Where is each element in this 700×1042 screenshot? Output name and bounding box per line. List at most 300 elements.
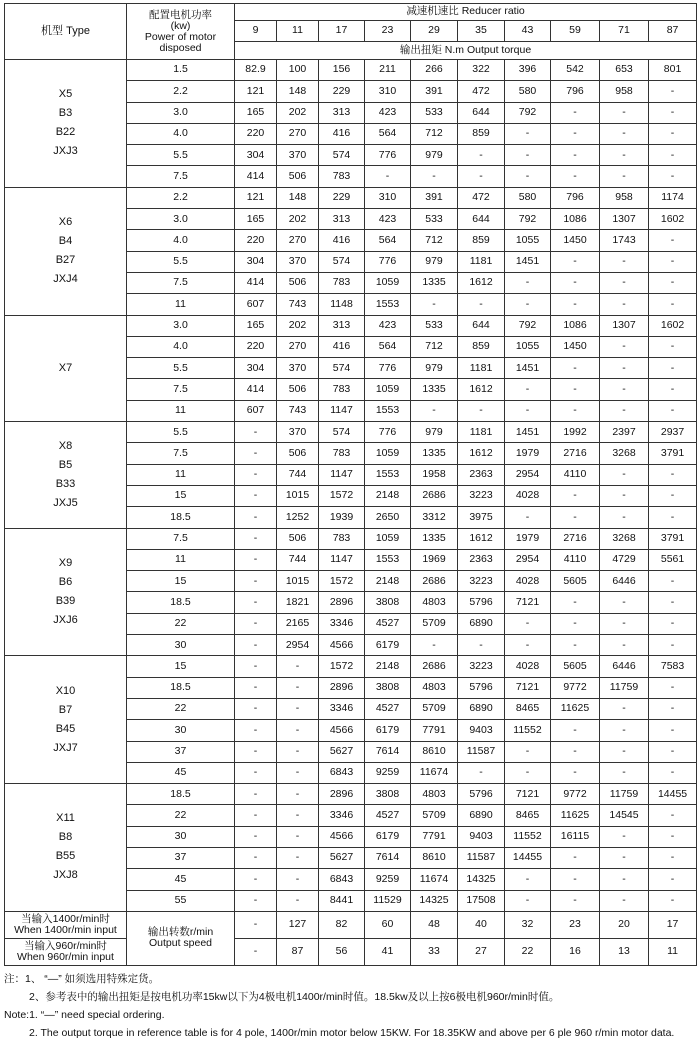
model-type-cell — [5, 60, 127, 188]
speed-cell: 13 — [600, 938, 649, 965]
torque-cell: 607 — [235, 400, 277, 421]
torque-cell: 14455 — [505, 847, 551, 868]
torque-cell: 1335 — [411, 379, 458, 400]
speed-input-label — [5, 938, 127, 965]
motor-power-cell: 22 — [127, 805, 235, 826]
torque-cell: 423 — [365, 102, 411, 123]
torque-cell: - — [235, 698, 277, 719]
torque-cell: 5605 — [551, 571, 600, 592]
torque-cell: 1086 — [551, 209, 600, 230]
torque-cell: 14545 — [600, 805, 649, 826]
torque-cell: - — [600, 102, 649, 123]
torque-cell: 958 — [600, 187, 649, 208]
model-type-cell — [5, 528, 127, 656]
torque-cell: 391 — [411, 187, 458, 208]
torque-cell: 11674 — [411, 762, 458, 783]
torque-cell: 11552 — [505, 720, 551, 741]
torque-cell: 4803 — [411, 784, 458, 805]
torque-cell: 9403 — [458, 720, 505, 741]
torque-cell: 859 — [458, 230, 505, 251]
torque-cell: 3223 — [458, 571, 505, 592]
torque-cell: 533 — [411, 102, 458, 123]
torque-cell: 1602 — [649, 209, 697, 230]
torque-cell: 423 — [365, 209, 411, 230]
torque-cell: 8441 — [319, 890, 365, 911]
header-motor-power — [127, 4, 235, 60]
torque-cell: 391 — [411, 81, 458, 102]
torque-cell: 4566 — [319, 720, 365, 741]
speed-cell: 20 — [600, 911, 649, 938]
torque-cell: 3346 — [319, 698, 365, 719]
torque-cell: - — [649, 123, 697, 144]
torque-cell: - — [649, 635, 697, 656]
torque-cell: 580 — [505, 187, 551, 208]
torque-cell: - — [600, 400, 649, 421]
torque-cell: 4028 — [505, 656, 551, 677]
torque-cell: 7121 — [505, 784, 551, 805]
torque-cell: 1181 — [458, 422, 505, 443]
speed-input-label-line: When 1400r/min input — [14, 923, 117, 936]
torque-cell: - — [505, 507, 551, 528]
speed-cell: 127 — [277, 911, 319, 938]
torque-cell: 2896 — [319, 592, 365, 613]
torque-cell: 9772 — [551, 784, 600, 805]
ratio-cell: 71 — [600, 21, 649, 42]
torque-cell: - — [505, 613, 551, 634]
torque-cell: 220 — [235, 336, 277, 357]
torque-cell: 5709 — [411, 613, 458, 634]
header-motor-power-line: disposed — [159, 41, 202, 54]
torque-cell: - — [235, 869, 277, 890]
torque-cell: - — [551, 123, 600, 144]
torque-cell: - — [505, 635, 551, 656]
torque-cell: 82.9 — [235, 60, 277, 81]
motor-power-cell: 11 — [127, 400, 235, 421]
torque-cell: - — [277, 890, 319, 911]
torque-cell: - — [649, 294, 697, 315]
motor-power-cell: 7.5 — [127, 166, 235, 187]
torque-cell: 644 — [458, 209, 505, 230]
motor-power-cell: 2.2 — [127, 81, 235, 102]
torque-cell: - — [458, 635, 505, 656]
torque-cell: 6890 — [458, 613, 505, 634]
model-name: B7 — [58, 703, 73, 716]
torque-cell: 1602 — [649, 315, 697, 336]
torque-cell: 1055 — [505, 336, 551, 357]
torque-cell: 792 — [505, 209, 551, 230]
torque-cell: 574 — [319, 145, 365, 166]
torque-cell: 2954 — [505, 464, 551, 485]
torque-cell: - — [551, 166, 600, 187]
torque-cell: 1612 — [458, 443, 505, 464]
torque-cell: - — [277, 741, 319, 762]
motor-power-cell: 4.0 — [127, 230, 235, 251]
torque-cell: - — [551, 869, 600, 890]
torque-cell: 6179 — [365, 826, 411, 847]
model-name: JXJ4 — [53, 273, 78, 286]
torque-cell: - — [600, 762, 649, 783]
torque-cell: - — [235, 847, 277, 868]
speed-cell: 23 — [551, 911, 600, 938]
torque-cell: 11529 — [365, 890, 411, 911]
torque-cell: 712 — [411, 336, 458, 357]
torque-cell: 8610 — [411, 847, 458, 868]
torque-cell: - — [235, 741, 277, 762]
motor-power-cell: 11 — [127, 294, 235, 315]
speed-input-label-line: 当输入960r/min时 — [24, 939, 107, 952]
torque-cell: 2148 — [365, 571, 411, 592]
torque-cell: 1612 — [458, 272, 505, 293]
torque-cell: 396 — [505, 60, 551, 81]
torque-cell: - — [505, 400, 551, 421]
torque-cell: 313 — [319, 102, 365, 123]
note-cn-2: 2、参考表中的输出扭矩是按电机功率15kw以下为4极电机1400r/min时值。18.5kw及以上按6极电机960r/min时值。 — [29, 990, 560, 1003]
torque-cell: - — [505, 166, 551, 187]
motor-power-cell: 7.5 — [127, 272, 235, 293]
torque-cell: - — [235, 549, 277, 570]
torque-cell: 7791 — [411, 720, 458, 741]
torque-cell: - — [600, 720, 649, 741]
torque-cell: 653 — [600, 60, 649, 81]
torque-cell: 2954 — [505, 549, 551, 570]
torque-cell: 1015 — [277, 571, 319, 592]
model-name: B33 — [55, 477, 76, 490]
speed-cell: - — [235, 911, 277, 938]
torque-cell: 1612 — [458, 379, 505, 400]
motor-power-cell: 55 — [127, 890, 235, 911]
torque-cell: 2686 — [411, 485, 458, 506]
torque-cell: - — [649, 613, 697, 634]
torque-cell: - — [277, 805, 319, 826]
torque-cell: 1450 — [551, 336, 600, 357]
torque-cell: 796 — [551, 187, 600, 208]
torque-cell: - — [551, 847, 600, 868]
motor-power-cell: 1.5 — [127, 60, 235, 81]
torque-cell: 776 — [365, 145, 411, 166]
motor-power-cell: 18.5 — [127, 507, 235, 528]
torque-cell: 1147 — [319, 464, 365, 485]
torque-cell: - — [551, 400, 600, 421]
torque-cell: 783 — [319, 272, 365, 293]
speed-cell: 27 — [458, 938, 505, 965]
speed-cell: 48 — [411, 911, 458, 938]
speed-cell: 33 — [411, 938, 458, 965]
torque-cell: 3223 — [458, 485, 505, 506]
torque-cell: 1553 — [365, 400, 411, 421]
torque-cell: 3346 — [319, 805, 365, 826]
torque-cell: - — [649, 251, 697, 272]
torque-cell: 1451 — [505, 251, 551, 272]
torque-cell: 776 — [365, 422, 411, 443]
model-name: B27 — [55, 254, 76, 267]
torque-cell: 574 — [319, 251, 365, 272]
torque-cell: 1335 — [411, 443, 458, 464]
torque-cell: 304 — [235, 145, 277, 166]
torque-cell: - — [600, 847, 649, 868]
torque-cell: 310 — [365, 187, 411, 208]
motor-power-cell: 5.5 — [127, 251, 235, 272]
torque-cell: 1148 — [319, 294, 365, 315]
torque-cell: 3268 — [600, 528, 649, 549]
speed-cell: 87 — [277, 938, 319, 965]
torque-cell: 4028 — [505, 571, 551, 592]
torque-cell: - — [649, 400, 697, 421]
torque-cell: 1181 — [458, 358, 505, 379]
torque-cell: 506 — [277, 166, 319, 187]
torque-cell: 1307 — [600, 315, 649, 336]
model-name: B6 — [58, 575, 73, 588]
torque-cell: 121 — [235, 81, 277, 102]
model-name: X8 — [58, 439, 73, 452]
torque-cell: 574 — [319, 422, 365, 443]
torque-cell: 2896 — [319, 677, 365, 698]
torque-cell: 370 — [277, 422, 319, 443]
output-speed-caption-line: Output speed — [148, 937, 213, 950]
torque-cell: - — [600, 294, 649, 315]
torque-cell: 165 — [235, 209, 277, 230]
torque-cell: 1055 — [505, 230, 551, 251]
torque-cell: - — [600, 145, 649, 166]
motor-power-cell: 30 — [127, 635, 235, 656]
torque-cell: - — [235, 485, 277, 506]
torque-cell: 202 — [277, 315, 319, 336]
torque-cell: - — [649, 485, 697, 506]
torque-cell: - — [649, 826, 697, 847]
torque-cell: - — [649, 145, 697, 166]
torque-cell: 776 — [365, 251, 411, 272]
torque-cell: 1979 — [505, 443, 551, 464]
torque-cell: 414 — [235, 379, 277, 400]
torque-cell: 564 — [365, 336, 411, 357]
torque-cell: 370 — [277, 145, 319, 166]
torque-cell: 4566 — [319, 635, 365, 656]
torque-cell: - — [505, 890, 551, 911]
model-name: B39 — [55, 594, 76, 607]
motor-power-cell: 18.5 — [127, 592, 235, 613]
torque-cell: - — [649, 166, 697, 187]
torque-cell: 2363 — [458, 464, 505, 485]
torque-cell: 11759 — [600, 784, 649, 805]
torque-cell: - — [600, 123, 649, 144]
torque-cell: 14455 — [649, 784, 697, 805]
torque-cell: 2716 — [551, 528, 600, 549]
torque-cell: - — [600, 379, 649, 400]
torque-cell: - — [649, 805, 697, 826]
torque-cell: 859 — [458, 123, 505, 144]
torque-cell: - — [551, 741, 600, 762]
speed-cell: 11 — [649, 938, 697, 965]
motor-power-cell: 22 — [127, 613, 235, 634]
torque-cell: 416 — [319, 230, 365, 251]
torque-cell: - — [551, 485, 600, 506]
model-name: B45 — [55, 722, 76, 735]
torque-cell: 370 — [277, 358, 319, 379]
torque-cell: 979 — [411, 251, 458, 272]
torque-cell: - — [600, 166, 649, 187]
torque-cell: - — [600, 890, 649, 911]
torque-cell: - — [551, 507, 600, 528]
table-row — [5, 60, 697, 81]
motor-power-cell: 3.0 — [127, 209, 235, 230]
torque-cell: - — [551, 294, 600, 315]
header-motor-power-line: (kw) — [170, 19, 191, 32]
torque-cell: 2954 — [277, 635, 319, 656]
torque-cell: 2686 — [411, 656, 458, 677]
torque-cell: 7121 — [505, 677, 551, 698]
torque-cell: 1821 — [277, 592, 319, 613]
speed-row — [5, 911, 697, 938]
torque-cell: 4527 — [365, 698, 411, 719]
table-row — [5, 656, 697, 677]
notes — [4, 970, 696, 1042]
header-motor-power-line: Power of motor — [144, 30, 217, 43]
speed-cell: 40 — [458, 911, 505, 938]
torque-cell: - — [505, 379, 551, 400]
torque-cell: 792 — [505, 102, 551, 123]
torque-cell: 220 — [235, 230, 277, 251]
model-name: X9 — [58, 556, 73, 569]
torque-cell: - — [277, 762, 319, 783]
torque-cell: 4110 — [551, 549, 600, 570]
ratio-cell: 17 — [319, 21, 365, 42]
torque-cell: - — [649, 507, 697, 528]
torque-cell: - — [277, 656, 319, 677]
speed-cell: 41 — [365, 938, 411, 965]
torque-cell: 1181 — [458, 251, 505, 272]
model-type-cell — [5, 784, 127, 912]
torque-cell: - — [649, 336, 697, 357]
motor-power-cell: 2.2 — [127, 187, 235, 208]
motor-power-cell: 30 — [127, 720, 235, 741]
torque-cell: - — [235, 784, 277, 805]
torque-cell: 1451 — [505, 358, 551, 379]
torque-cell: 744 — [277, 464, 319, 485]
torque-cell: 2363 — [458, 549, 505, 570]
torque-cell: - — [458, 294, 505, 315]
torque-cell: 644 — [458, 102, 505, 123]
torque-cell: 712 — [411, 230, 458, 251]
torque-cell: 4803 — [411, 677, 458, 698]
torque-cell: 472 — [458, 187, 505, 208]
torque-cell: - — [411, 166, 458, 187]
motor-power-cell: 5.5 — [127, 145, 235, 166]
torque-cell: - — [458, 400, 505, 421]
torque-cell: 574 — [319, 358, 365, 379]
torque-cell: 414 — [235, 166, 277, 187]
torque-cell: 979 — [411, 358, 458, 379]
motor-power-cell: 30 — [127, 826, 235, 847]
torque-cell: 1015 — [277, 485, 319, 506]
torque-cell: 1958 — [411, 464, 458, 485]
motor-power-cell: 11 — [127, 549, 235, 570]
torque-cell: 6890 — [458, 698, 505, 719]
torque-cell: - — [235, 805, 277, 826]
torque-cell: - — [235, 592, 277, 613]
torque-cell: 743 — [277, 294, 319, 315]
torque-cell: 580 — [505, 81, 551, 102]
torque-cell: 7614 — [365, 741, 411, 762]
torque-cell: 1553 — [365, 549, 411, 570]
torque-cell: 1147 — [319, 549, 365, 570]
torque-cell: - — [649, 464, 697, 485]
header-reducer-ratio: 减速机速比 Reducer ratio — [235, 4, 697, 21]
torque-cell: 607 — [235, 294, 277, 315]
table-row — [5, 528, 697, 549]
torque-cell: - — [600, 826, 649, 847]
motor-power-cell: 15 — [127, 571, 235, 592]
ratio-cell: 9 — [235, 21, 277, 42]
motor-power-cell: 7.5 — [127, 379, 235, 400]
torque-cell: 1553 — [365, 294, 411, 315]
speed-cell: - — [235, 938, 277, 965]
torque-cell: - — [277, 847, 319, 868]
torque-cell: 322 — [458, 60, 505, 81]
torque-cell: 5627 — [319, 741, 365, 762]
torque-cell: - — [235, 443, 277, 464]
torque-cell: 1572 — [319, 571, 365, 592]
note-cn-1: 注：1、 “—” 如须选用特殊定货。 — [4, 972, 160, 985]
header-row-ratio — [5, 4, 697, 21]
torque-cell: 9259 — [365, 869, 411, 890]
torque-cell: - — [649, 272, 697, 293]
torque-cell: 8465 — [505, 698, 551, 719]
torque-cell: 313 — [319, 209, 365, 230]
torque-cell: - — [505, 123, 551, 144]
torque-cell: 1059 — [365, 272, 411, 293]
output-speed-caption-line: 输出转数r/min — [147, 926, 214, 939]
torque-cell: 416 — [319, 336, 365, 357]
motor-power-cell: 5.5 — [127, 358, 235, 379]
ratio-cell: 23 — [365, 21, 411, 42]
torque-cell: 2716 — [551, 443, 600, 464]
torque-cell: 100 — [277, 60, 319, 81]
torque-cell: - — [235, 720, 277, 741]
header-motor-power-line: 配置电机功率 — [149, 8, 212, 21]
speed-cell: 22 — [505, 938, 551, 965]
torque-cell: 8610 — [411, 741, 458, 762]
torque-cell: - — [235, 890, 277, 911]
torque-cell: 1572 — [319, 485, 365, 506]
ratio-cell: 35 — [458, 21, 505, 42]
model-type-cell — [5, 315, 127, 421]
torque-cell: 4527 — [365, 805, 411, 826]
motor-power-cell: 18.5 — [127, 677, 235, 698]
motor-power-cell: 37 — [127, 741, 235, 762]
motor-power-cell: 37 — [127, 847, 235, 868]
torque-cell: 6179 — [365, 635, 411, 656]
speed-input-label-line: When 960r/min input — [17, 950, 114, 963]
ratio-cell: 87 — [649, 21, 697, 42]
torque-cell: 11625 — [551, 698, 600, 719]
torque-cell: 270 — [277, 230, 319, 251]
torque-cell: - — [505, 869, 551, 890]
torque-cell: 743 — [277, 400, 319, 421]
torque-cell: - — [551, 635, 600, 656]
torque-cell: - — [600, 485, 649, 506]
header-model-type: 机型 Type — [5, 4, 127, 60]
torque-cell: - — [551, 272, 600, 293]
torque-cell: - — [551, 762, 600, 783]
note-en-2: 2. The output torque in reference table is for 4 pole, 1400r/min motor below 15KW. For 18.35KW and above per 6 ple 960 r/min motor data. — [29, 1026, 675, 1039]
torque-cell: - — [649, 592, 697, 613]
torque-cell: - — [600, 251, 649, 272]
torque-cell: 783 — [319, 528, 365, 549]
torque-cell: - — [551, 720, 600, 741]
model-name: B22 — [55, 126, 76, 139]
torque-cell: - — [600, 741, 649, 762]
torque-cell: - — [649, 102, 697, 123]
torque-cell: - — [649, 698, 697, 719]
